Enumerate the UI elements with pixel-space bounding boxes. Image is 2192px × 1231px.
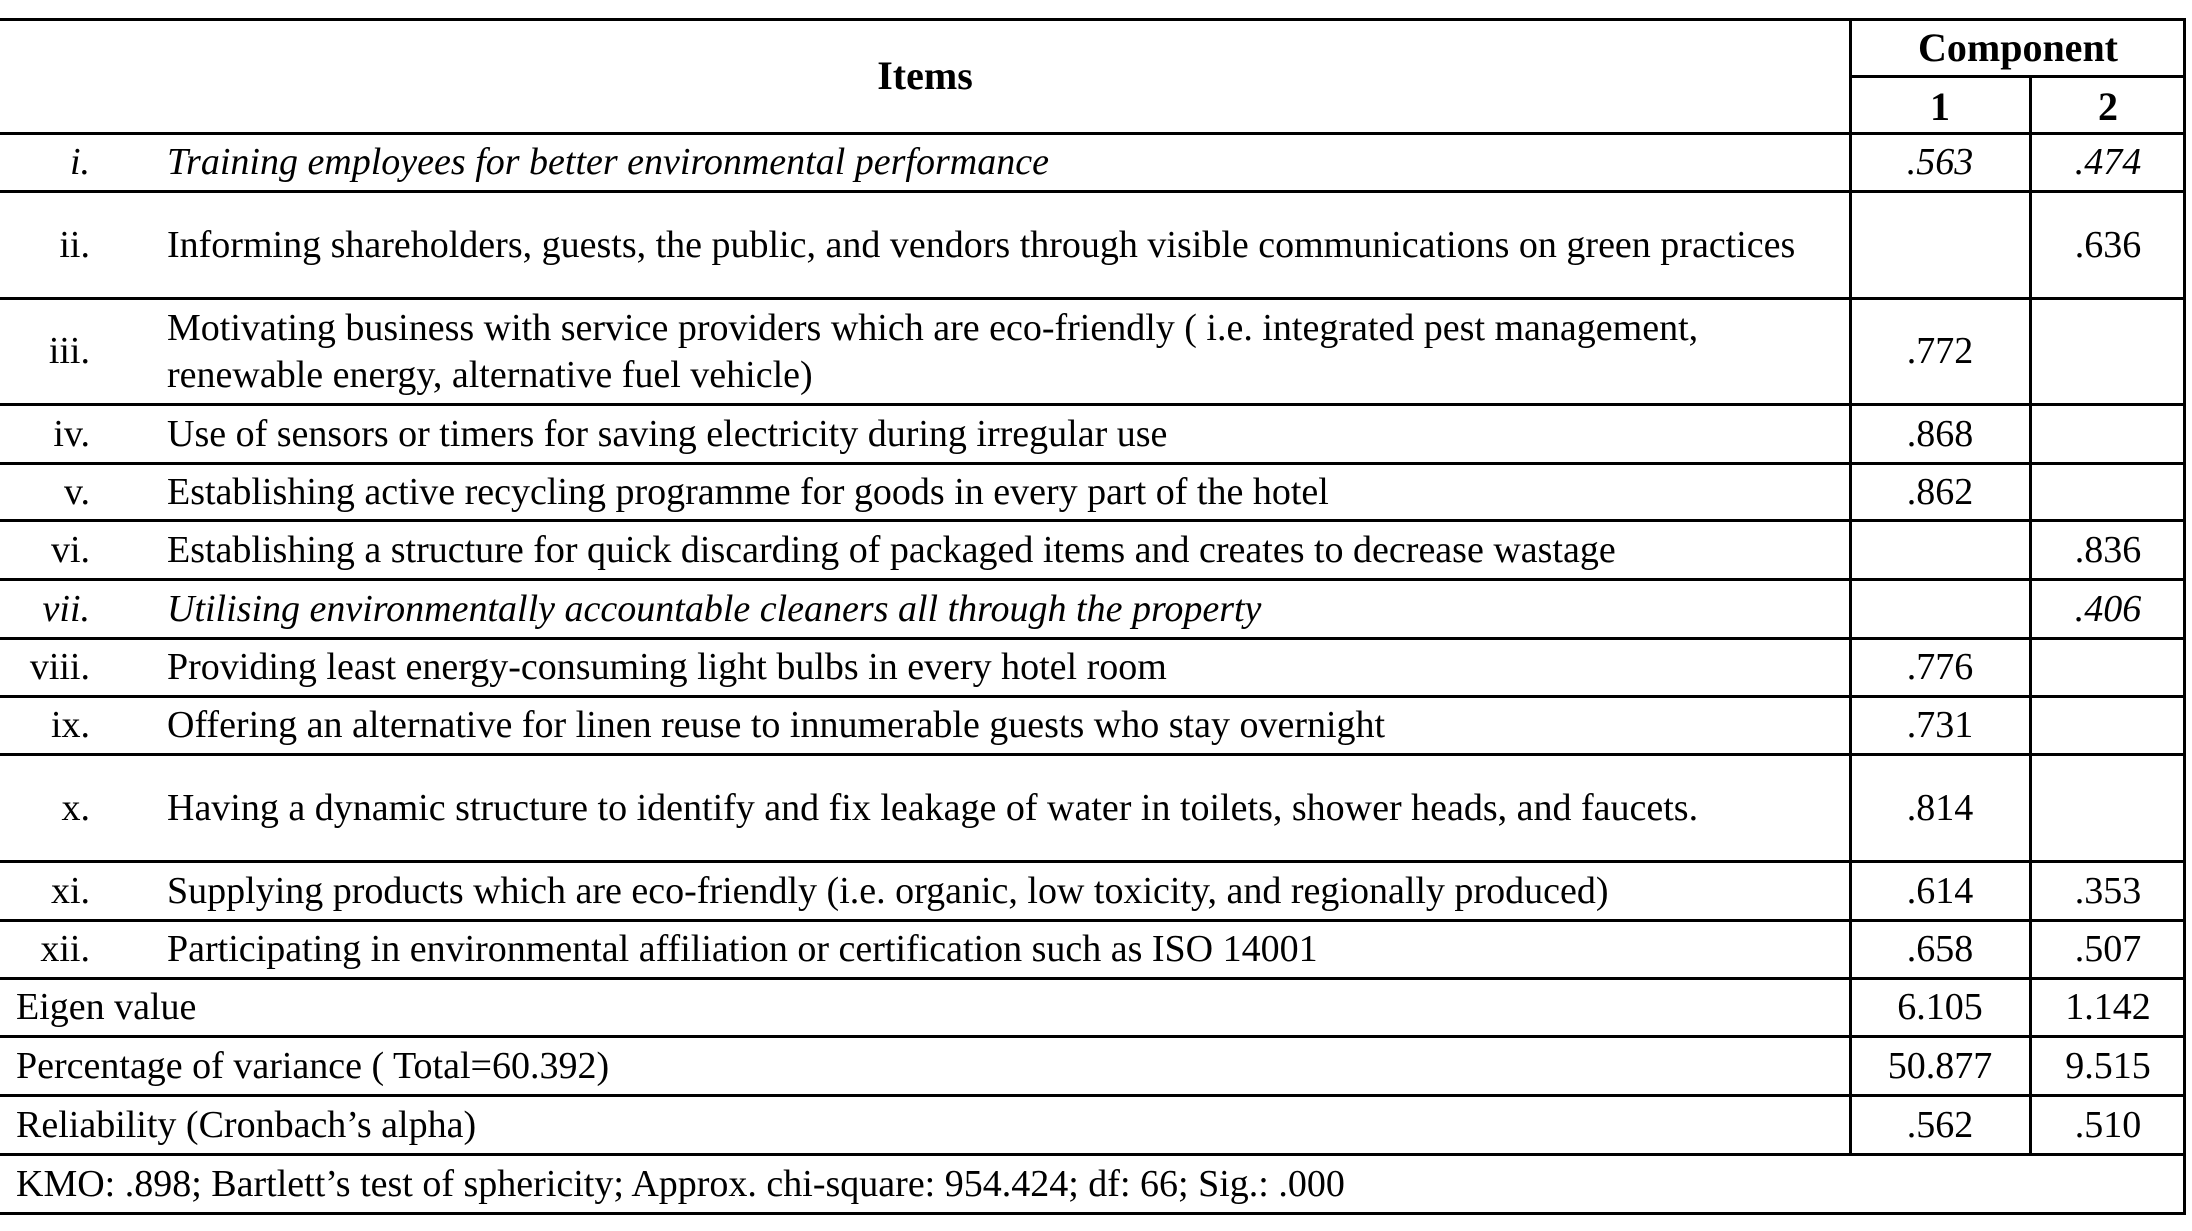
header-col-1: 1	[1930, 83, 1950, 129]
table-right-border	[2183, 18, 2186, 1215]
item-text: Training employees for better environmental performance	[167, 141, 1049, 183]
item-index: iii.	[48, 330, 90, 372]
summary-component-2: .510	[2074, 1103, 2142, 1146]
table-row	[0, 522, 2186, 581]
col-divider-1	[1849, 18, 1852, 1156]
item-text: Establishing active recycling programme for goods in every part of the hotel	[167, 470, 1329, 513]
loading-component-2: .636	[2074, 223, 2142, 266]
table-row	[0, 193, 2186, 300]
loading-component-2	[2030, 300, 2186, 403]
loading-component-2	[2030, 640, 2186, 695]
header-component: Component	[1917, 25, 2119, 70]
item-text: Providing least energy-consuming light bulbs in every hotel room	[167, 646, 1167, 688]
item-text: Utilising environmentally accountable cleaners all through the property	[167, 587, 1262, 630]
loading-component-2: .836	[2074, 528, 2142, 571]
item-index: v.	[63, 470, 90, 513]
summary-component-1: 6.105	[1897, 986, 1983, 1028]
table-row	[0, 698, 2186, 756]
item-index: xii.	[40, 928, 90, 970]
table-row	[0, 581, 2186, 640]
summary-component-2: 9.515	[2065, 1044, 2151, 1087]
summary-component-1: 50.877	[1887, 1044, 1993, 1087]
loading-component-1: .731	[1906, 704, 1974, 746]
item-index: x.	[61, 786, 90, 829]
item-text: Informing shareholders, guests, the public, and vendors through visible communications on green practices	[167, 223, 1796, 266]
item-index: ix.	[50, 704, 90, 746]
item-index: i.	[69, 141, 90, 183]
table-row	[0, 465, 2186, 522]
item-index: vi.	[50, 528, 90, 571]
loading-component-1: .772	[1906, 330, 1974, 372]
item-text: Supplying products which are eco-friendly (i.e. organic, low toxicity, and regionally produced)	[167, 869, 1609, 912]
loading-component-1	[1850, 193, 2030, 297]
loading-component-2	[2030, 406, 2186, 462]
loading-component-1: .862	[1906, 470, 1974, 513]
table-row	[0, 640, 2186, 698]
item-index: ii.	[59, 223, 90, 266]
table-row	[0, 922, 2186, 980]
summary-component-1: .562	[1906, 1103, 1974, 1146]
loading-component-1: .776	[1906, 646, 1974, 688]
item-text: Having a dynamic structure to identify and fix leakage of water in toilets, shower heads, and faucets.	[167, 786, 1699, 829]
table-header	[0, 18, 2186, 135]
summary-component-2: 1.142	[2065, 986, 2151, 1028]
loading-component-1: .868	[1906, 412, 1974, 455]
item-text: Participating in environmental affiliation or certification such as ISO 14001	[167, 928, 1318, 970]
loading-component-1	[1850, 522, 2030, 578]
loading-component-2	[2030, 698, 2186, 753]
table-row	[0, 135, 2186, 193]
item-index: xi.	[50, 869, 90, 912]
item-text: Establishing a structure for quick discarding of packaged items and creates to decrease wastage	[167, 528, 1616, 571]
loading-component-2: .474	[2074, 141, 2142, 183]
loading-component-2	[2030, 756, 2186, 860]
table-row	[0, 863, 2186, 922]
item-index: vii.	[42, 587, 90, 630]
summary-label: Eigen value	[16, 986, 197, 1028]
loading-component-1: .563	[1906, 141, 1974, 183]
summary-row	[0, 1097, 2186, 1156]
item-index: viii.	[29, 646, 90, 688]
loading-component-1: .614	[1906, 869, 1974, 912]
header-items: Items	[877, 52, 973, 98]
summary-row	[0, 980, 2186, 1038]
table-row	[0, 300, 2186, 406]
item-text: Use of sensors or timers for saving electricity during irregular use	[167, 412, 1168, 455]
loading-component-2: .353	[2074, 869, 2142, 912]
summary-label: Reliability (Cronbach’s alpha)	[16, 1103, 477, 1146]
loading-component-1	[1850, 581, 2030, 637]
summary-label: Percentage of variance ( Total=60.392)	[16, 1044, 610, 1087]
loading-component-2: .507	[2074, 928, 2142, 970]
footer-row	[0, 1156, 2186, 1215]
table-row	[0, 406, 2186, 465]
table-row	[0, 756, 2186, 863]
item-index: iv.	[53, 412, 90, 455]
item-text: Offering an alternative for linen reuse to innumerable guests who stay overnight	[167, 704, 1386, 746]
item-text: Motivating business with service providers which are eco-friendly ( i.e. integrated pest management, renewable energy, alternative fuel vehicle)	[167, 306, 1699, 396]
summary-row	[0, 1038, 2186, 1097]
loading-component-1: .814	[1906, 786, 1974, 829]
col-divider-2	[2029, 75, 2032, 1156]
header-col-2: 2	[2098, 83, 2118, 129]
loading-component-2: .406	[2074, 587, 2142, 630]
footer-note: KMO: .898; Bartlett’s test of sphericity; Approx. chi-square: 954.424; df: 66; Sig.: .000	[16, 1162, 1345, 1205]
loading-component-1: .658	[1906, 928, 1974, 970]
loading-component-2	[2030, 465, 2186, 519]
